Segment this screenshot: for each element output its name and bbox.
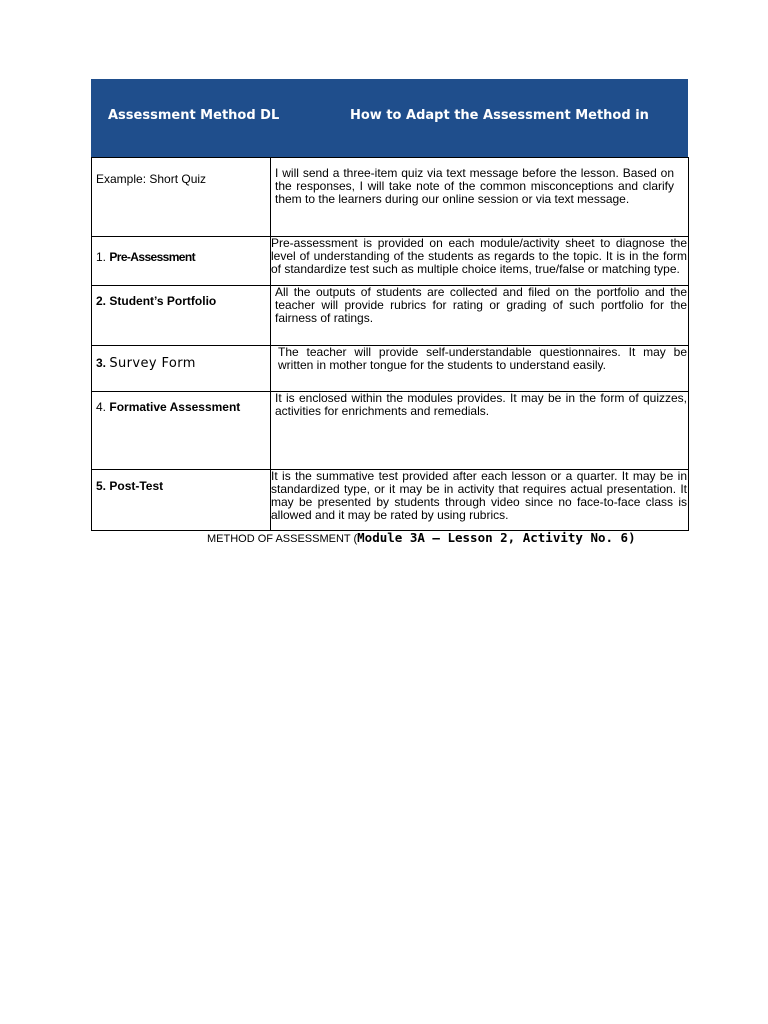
row-label-cell [92,346,271,392]
row-label: Example: Short Quiz [96,172,207,186]
row-text: Pre-assessment is provided on each module/activity sheet to diagnose the level of understanding of the students as regards to the topic. It is in the form of standardize test such as multiple choice items, true/false or matching type. [271,236,687,276]
row-number: 2. [96,294,107,308]
row-text: It is the summative test provided after each lesson or a quarter. It may be in standardized type, or it may be in activity that requires actual presentation. It may be presented by students through video since no face-to-face class is allowed and it may be rated by using rubrics. [271,469,687,522]
row-number: 1. [96,250,107,264]
row-label-cell [92,158,271,237]
assessment-table [91,157,689,531]
row-text: It is enclosed within the modules provides. It may be in the form of quizzes, activities for enrichments and remedials. [275,391,687,418]
header-assessment-method: Assessment Method DL [108,108,280,123]
row-label: Pre-Assessment [109,250,196,264]
row-number: 3. [96,356,107,370]
table-header [91,79,688,157]
row-text-cell [271,346,689,392]
row-text-cell [271,158,689,237]
table-row [92,392,689,470]
row-label-cell [92,392,271,470]
table-row [92,286,689,346]
header-how-to-adapt: How to Adapt the Assessment Method in [350,108,649,123]
row-text-cell [271,392,689,470]
table-row [92,470,689,531]
caption-prefix: METHOD OF ASSESSMENT ( [207,533,358,545]
table-row [92,158,689,237]
caption-module: Module 3A – Lesson 2, Activity No. 6) [357,530,636,545]
row-text: All the outputs of students are collected and filed on the portfolio and the teacher will provide rubrics for rating or grading of such portfolio for the fairness of ratings. [275,285,687,325]
row-label: Survey Form [109,356,196,371]
row-label: Formative Assessment [109,400,241,414]
row-label-cell [92,237,271,286]
row-text: I will send a three-item quiz via text message before the lesson. Based on the responses, I will take note of the common misconceptions and clarify them to the learners during our online session or via text message. [275,166,674,206]
row-text: The teacher will provide self-understandable questionnaires. It may be written in mother tongue for the students to understand easily. [278,345,687,372]
table-row [92,346,689,392]
row-label: Post-Test [109,479,164,493]
row-label-cell [92,286,271,346]
caption [207,530,636,545]
row-number: 4. [96,400,107,414]
row-text-cell [271,286,689,346]
row-label: Student’s Portfolio [109,294,217,308]
row-text-cell [271,470,689,531]
row-number: 5. [96,479,107,493]
table-row [92,237,689,286]
row-label-cell [92,470,271,531]
row-text-cell [271,237,689,286]
